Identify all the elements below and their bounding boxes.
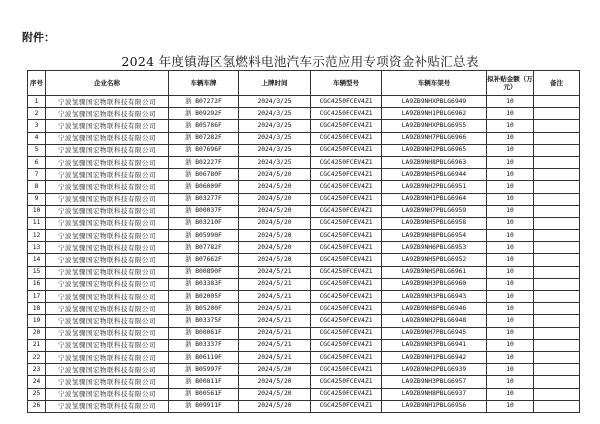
cell-plate: 浙 B09292F bbox=[169, 108, 239, 120]
cell-reg-date: 2024/3/25 bbox=[239, 132, 311, 144]
header-vin: 车辆车架号 bbox=[382, 71, 487, 96]
cell-model: CGC4250FCEV4Z1 bbox=[311, 254, 382, 266]
cell-index: 13 bbox=[28, 242, 46, 254]
table-row bbox=[28, 181, 580, 193]
cell-plate: 浙 B02005F bbox=[169, 291, 239, 303]
cell-reg-date: 2024/5/21 bbox=[239, 278, 311, 290]
cell-subsidy: 10 bbox=[487, 205, 534, 217]
cell-company: 宁波氢骤国宏物联科技有限公司 bbox=[46, 254, 169, 266]
cell-vin: LA9ZB9NH2PBLG6951 bbox=[382, 181, 487, 193]
cell-vin: LA9ZB9NH2PBLG6965 bbox=[382, 144, 487, 156]
cell-remark bbox=[534, 339, 580, 351]
cell-index: 15 bbox=[28, 266, 46, 278]
cell-reg-date: 2024/5/20 bbox=[239, 364, 311, 376]
cell-vin: LA9ZB9NH8PBLG6954 bbox=[382, 230, 487, 242]
cell-index: 25 bbox=[28, 388, 46, 400]
cell-model: CGC4250FCEV4Z1 bbox=[311, 193, 382, 205]
cell-remark bbox=[534, 315, 580, 327]
cell-model: CGC4250FCEV4Z1 bbox=[311, 108, 382, 120]
header-plate: 车辆车牌 bbox=[169, 71, 239, 96]
table-row bbox=[28, 230, 580, 242]
cell-remark bbox=[534, 132, 580, 144]
cell-company: 宁波氢骤国宏物联科技有限公司 bbox=[46, 303, 169, 315]
table-row bbox=[28, 364, 580, 376]
cell-plate: 浙 B00061F bbox=[169, 327, 239, 339]
table-row bbox=[28, 291, 580, 303]
cell-reg-date: 2024/3/25 bbox=[239, 144, 311, 156]
cell-subsidy: 10 bbox=[487, 230, 534, 242]
cell-index: 11 bbox=[28, 217, 46, 229]
cell-model: CGC4250FCEV4Z1 bbox=[311, 156, 382, 168]
header-company: 企业名称 bbox=[46, 71, 169, 96]
cell-reg-date: 2024/5/21 bbox=[239, 303, 311, 315]
cell-company: 宁波氢骤国宏物联科技有限公司 bbox=[46, 327, 169, 339]
cell-model: CGC4250FCEV4Z1 bbox=[311, 291, 382, 303]
cell-index: 26 bbox=[28, 400, 46, 412]
cell-remark bbox=[534, 108, 580, 120]
cell-model: CGC4250FCEV4Z1 bbox=[311, 400, 382, 412]
cell-reg-date: 2024/5/20 bbox=[239, 169, 311, 181]
cell-remark bbox=[534, 327, 580, 339]
table-row bbox=[28, 144, 580, 156]
table-row bbox=[28, 315, 580, 327]
cell-remark bbox=[534, 266, 580, 278]
cell-reg-date: 2024/5/21 bbox=[239, 266, 311, 278]
cell-model: CGC4250FCEV4Z1 bbox=[311, 315, 382, 327]
cell-reg-date: 2024/3/25 bbox=[239, 120, 311, 132]
cell-company: 宁波氢骤国宏物联科技有限公司 bbox=[46, 144, 169, 156]
page-title: 2024 年度镇海区氢燃料电池汽车示范应用专项资金补贴汇总表 bbox=[121, 54, 479, 69]
cell-remark bbox=[534, 303, 580, 315]
header-reg-date: 上牌时间 bbox=[239, 71, 311, 96]
cell-reg-date: 2024/5/21 bbox=[239, 339, 311, 351]
cell-model: CGC4250FCEV4Z1 bbox=[311, 181, 382, 193]
cell-plate: 浙 B03337F bbox=[169, 339, 239, 351]
cell-reg-date: 2024/5/21 bbox=[239, 327, 311, 339]
cell-index: 20 bbox=[28, 327, 46, 339]
cell-company: 宁波氢骤国宏物联科技有限公司 bbox=[46, 96, 169, 108]
cell-vin: LA9ZB9NH3PBLG6960 bbox=[382, 278, 487, 290]
cell-plate: 浙 B06009F bbox=[169, 181, 239, 193]
header-remark: 备注 bbox=[534, 71, 580, 96]
cell-subsidy: 10 bbox=[487, 339, 534, 351]
cell-company: 宁波氢骤国宏物联科技有限公司 bbox=[46, 291, 169, 303]
cell-subsidy: 10 bbox=[487, 315, 534, 327]
cell-index: 21 bbox=[28, 339, 46, 351]
cell-subsidy: 10 bbox=[487, 303, 534, 315]
cell-index: 8 bbox=[28, 181, 46, 193]
cell-reg-date: 2024/5/20 bbox=[239, 230, 311, 242]
subsidy-table bbox=[27, 70, 580, 413]
cell-plate: 浙 B07696F bbox=[169, 144, 239, 156]
cell-remark bbox=[534, 351, 580, 363]
cell-vin: LA9ZB9NH2PBLG6948 bbox=[382, 315, 487, 327]
cell-plate: 浙 B00890F bbox=[169, 266, 239, 278]
cell-company: 宁波氢骤国宏物联科技有限公司 bbox=[46, 388, 169, 400]
cell-index: 19 bbox=[28, 315, 46, 327]
cell-index: 22 bbox=[28, 351, 46, 363]
cell-subsidy: 10 bbox=[487, 376, 534, 388]
cell-remark bbox=[534, 205, 580, 217]
cell-plate: 浙 B00561F bbox=[169, 388, 239, 400]
cell-remark bbox=[534, 217, 580, 229]
cell-plate: 浙 B03375F bbox=[169, 315, 239, 327]
table-row bbox=[28, 242, 580, 254]
cell-plate: 浙 B05200F bbox=[169, 303, 239, 315]
cell-subsidy: 10 bbox=[487, 266, 534, 278]
cell-subsidy: 10 bbox=[487, 400, 534, 412]
cell-remark bbox=[534, 169, 580, 181]
cell-model: CGC4250FCEV4Z1 bbox=[311, 144, 382, 156]
cell-plate: 浙 B05786F bbox=[169, 120, 239, 132]
cell-index: 6 bbox=[28, 156, 46, 168]
cell-model: CGC4250FCEV4Z1 bbox=[311, 351, 382, 363]
cell-remark bbox=[534, 181, 580, 193]
cell-index: 3 bbox=[28, 120, 46, 132]
cell-model: CGC4250FCEV4Z1 bbox=[311, 376, 382, 388]
cell-company: 宁波氢骤国宏物联科技有限公司 bbox=[46, 266, 169, 278]
cell-vin: LA9ZB9NH7PBLG6945 bbox=[382, 327, 487, 339]
table-row bbox=[28, 205, 580, 217]
cell-reg-date: 2024/5/20 bbox=[239, 193, 311, 205]
cell-reg-date: 2024/3/25 bbox=[239, 108, 311, 120]
cell-company: 宁波氢骤国宏物联科技有限公司 bbox=[46, 217, 169, 229]
table-row bbox=[28, 376, 580, 388]
cell-company: 宁波氢骤国宏物联科技有限公司 bbox=[46, 315, 169, 327]
cell-subsidy: 10 bbox=[487, 181, 534, 193]
cell-reg-date: 2024/5/20 bbox=[239, 376, 311, 388]
cell-remark bbox=[534, 242, 580, 254]
cell-subsidy: 10 bbox=[487, 242, 534, 254]
cell-plate: 浙 B07662F bbox=[169, 254, 239, 266]
cell-index: 5 bbox=[28, 144, 46, 156]
cell-subsidy: 10 bbox=[487, 96, 534, 108]
table-row bbox=[28, 303, 580, 315]
cell-reg-date: 2024/5/20 bbox=[239, 217, 311, 229]
cell-model: CGC4250FCEV4Z1 bbox=[311, 132, 382, 144]
cell-vin: LA9ZB9NHXPBLG6955 bbox=[382, 120, 487, 132]
cell-model: CGC4250FCEV4Z1 bbox=[311, 205, 382, 217]
cell-subsidy: 10 bbox=[487, 351, 534, 363]
cell-subsidy: 10 bbox=[487, 388, 534, 400]
cell-company: 宁波氢骤国宏物联科技有限公司 bbox=[46, 205, 169, 217]
cell-plate: 浙 B00811F bbox=[169, 376, 239, 388]
cell-model: CGC4250FCEV4Z1 bbox=[311, 217, 382, 229]
table-row bbox=[28, 278, 580, 290]
header-model: 车辆型号 bbox=[311, 71, 382, 96]
cell-plate: 浙 B09911F bbox=[169, 400, 239, 412]
cell-remark bbox=[534, 291, 580, 303]
cell-model: CGC4250FCEV4Z1 bbox=[311, 266, 382, 278]
cell-vin: LA9ZB9NH7PBLG6966 bbox=[382, 132, 487, 144]
cell-model: CGC4250FCEV4Z1 bbox=[311, 169, 382, 181]
cell-index: 7 bbox=[28, 169, 46, 181]
cell-vin: LA9ZB9NH1PBLG6956 bbox=[382, 400, 487, 412]
cell-subsidy: 10 bbox=[487, 108, 534, 120]
cell-plate: 浙 B03383F bbox=[169, 278, 239, 290]
cell-vin: LA9ZB9NH1PBLG6964 bbox=[382, 193, 487, 205]
cell-index: 17 bbox=[28, 291, 46, 303]
cell-model: CGC4250FCEV4Z1 bbox=[311, 242, 382, 254]
cell-plate: 浙 B07782F bbox=[169, 242, 239, 254]
cell-company: 宁波氢骤国宏物联科技有限公司 bbox=[46, 156, 169, 168]
cell-company: 宁波氢骤国宏物联科技有限公司 bbox=[46, 181, 169, 193]
cell-vin: LA9ZB9NH8PBLG6937 bbox=[382, 388, 487, 400]
cell-index: 9 bbox=[28, 193, 46, 205]
cell-subsidy: 10 bbox=[487, 217, 534, 229]
cell-remark bbox=[534, 120, 580, 132]
cell-company: 宁波氢骤国宏物联科技有限公司 bbox=[46, 108, 169, 120]
cell-index: 4 bbox=[28, 132, 46, 144]
cell-remark bbox=[534, 96, 580, 108]
cell-index: 16 bbox=[28, 278, 46, 290]
cell-reg-date: 2024/5/20 bbox=[239, 400, 311, 412]
cell-plate: 浙 B05990F bbox=[169, 230, 239, 242]
cell-plate: 浙 B03210F bbox=[169, 217, 239, 229]
cell-model: CGC4250FCEV4Z1 bbox=[311, 96, 382, 108]
table-body bbox=[28, 96, 580, 413]
cell-vin: LA9ZB9NH1PBLG6942 bbox=[382, 351, 487, 363]
cell-company: 宁波氢骤国宏物联科技有限公司 bbox=[46, 169, 169, 181]
table-row bbox=[28, 254, 580, 266]
cell-model: CGC4250FCEV4Z1 bbox=[311, 303, 382, 315]
table-row bbox=[28, 266, 580, 278]
cell-vin: LA9ZB9NH5PBLG6952 bbox=[382, 254, 487, 266]
cell-model: CGC4250FCEV4Z1 bbox=[311, 327, 382, 339]
cell-subsidy: 10 bbox=[487, 169, 534, 181]
cell-remark bbox=[534, 156, 580, 168]
cell-company: 宁波氢骤国宏物联科技有限公司 bbox=[46, 278, 169, 290]
cell-remark bbox=[534, 230, 580, 242]
attachment-label: 附件： bbox=[22, 31, 55, 44]
cell-reg-date: 2024/3/25 bbox=[239, 156, 311, 168]
table-row bbox=[28, 169, 580, 181]
cell-vin: LA9ZB9NH3PBLG6943 bbox=[382, 291, 487, 303]
cell-reg-date: 2024/5/20 bbox=[239, 242, 311, 254]
cell-company: 宁波氢骤国宏物联科技有限公司 bbox=[46, 400, 169, 412]
cell-model: CGC4250FCEV4Z1 bbox=[311, 120, 382, 132]
cell-index: 2 bbox=[28, 108, 46, 120]
table-row bbox=[28, 96, 580, 108]
cell-vin: LA9ZB9NH3PBLG6941 bbox=[382, 339, 487, 351]
cell-model: CGC4250FCEV4Z1 bbox=[311, 278, 382, 290]
cell-remark bbox=[534, 388, 580, 400]
cell-model: CGC4250FCEV4Z1 bbox=[311, 388, 382, 400]
cell-vin: LA9ZB9NH3PBLG6957 bbox=[382, 376, 487, 388]
cell-subsidy: 10 bbox=[487, 327, 534, 339]
cell-plate: 浙 B05997F bbox=[169, 364, 239, 376]
table-row bbox=[28, 400, 580, 412]
cell-vin: LA9ZB9NH1PBLG6962 bbox=[382, 108, 487, 120]
header-subsidy: 拟补贴金额（万元） bbox=[487, 71, 534, 96]
cell-index: 14 bbox=[28, 254, 46, 266]
cell-remark bbox=[534, 376, 580, 388]
cell-remark bbox=[534, 193, 580, 205]
cell-model: CGC4250FCEV4Z1 bbox=[311, 339, 382, 351]
cell-reg-date: 2024/5/20 bbox=[239, 388, 311, 400]
cell-reg-date: 2024/5/21 bbox=[239, 315, 311, 327]
table-row bbox=[28, 156, 580, 168]
cell-index: 18 bbox=[28, 303, 46, 315]
cell-company: 宁波氢骤国宏物联科技有限公司 bbox=[46, 242, 169, 254]
table-row bbox=[28, 217, 580, 229]
cell-company: 宁波氢骤国宏物联科技有限公司 bbox=[46, 351, 169, 363]
cell-company: 宁波氢骤国宏物联科技有限公司 bbox=[46, 193, 169, 205]
cell-index: 1 bbox=[28, 96, 46, 108]
cell-company: 宁波氢骤国宏物联科技有限公司 bbox=[46, 339, 169, 351]
cell-remark bbox=[534, 144, 580, 156]
cell-subsidy: 10 bbox=[487, 193, 534, 205]
cell-index: 10 bbox=[28, 205, 46, 217]
cell-vin: LA9ZB9NHXPBLG6949 bbox=[382, 96, 487, 108]
cell-plate: 浙 B07282F bbox=[169, 132, 239, 144]
table-row bbox=[28, 388, 580, 400]
table-row bbox=[28, 339, 580, 351]
cell-plate: 浙 B06119F bbox=[169, 351, 239, 363]
cell-subsidy: 10 bbox=[487, 278, 534, 290]
cell-index: 12 bbox=[28, 230, 46, 242]
header-index: 序号 bbox=[28, 71, 46, 96]
cell-remark bbox=[534, 278, 580, 290]
cell-vin: LA9ZB9NH8PBLG6946 bbox=[382, 303, 487, 315]
cell-vin: LA9ZB9NH2PBLG6939 bbox=[382, 364, 487, 376]
cell-subsidy: 10 bbox=[487, 120, 534, 132]
table-row bbox=[28, 108, 580, 120]
cell-subsidy: 10 bbox=[487, 364, 534, 376]
cell-company: 宁波氢骤国宏物联科技有限公司 bbox=[46, 120, 169, 132]
table-row bbox=[28, 132, 580, 144]
table-header-row bbox=[28, 71, 580, 96]
cell-subsidy: 10 bbox=[487, 144, 534, 156]
cell-vin: LA9ZB9NH5PBLG6958 bbox=[382, 217, 487, 229]
cell-reg-date: 2024/5/21 bbox=[239, 291, 311, 303]
cell-plate: 浙 B00037F bbox=[169, 205, 239, 217]
table-row bbox=[28, 120, 580, 132]
cell-plate: 浙 B07272F bbox=[169, 96, 239, 108]
cell-subsidy: 10 bbox=[487, 132, 534, 144]
cell-reg-date: 2024/5/20 bbox=[239, 254, 311, 266]
cell-subsidy: 10 bbox=[487, 291, 534, 303]
cell-company: 宁波氢骤国宏物联科技有限公司 bbox=[46, 376, 169, 388]
cell-vin: LA9ZB9NH8PBLG6963 bbox=[382, 156, 487, 168]
cell-vin: LA9ZB9NH6PBLG6953 bbox=[382, 242, 487, 254]
cell-reg-date: 2024/5/20 bbox=[239, 181, 311, 193]
table-row bbox=[28, 327, 580, 339]
cell-subsidy: 10 bbox=[487, 156, 534, 168]
cell-reg-date: 2024/5/20 bbox=[239, 205, 311, 217]
cell-plate: 浙 B02227F bbox=[169, 156, 239, 168]
cell-plate: 浙 B06780F bbox=[169, 169, 239, 181]
cell-company: 宁波氢骤国宏物联科技有限公司 bbox=[46, 364, 169, 376]
cell-index: 23 bbox=[28, 364, 46, 376]
cell-remark bbox=[534, 254, 580, 266]
cell-vin: LA9ZB9NH5PBLG6944 bbox=[382, 169, 487, 181]
table-row bbox=[28, 193, 580, 205]
cell-company: 宁波氢骤国宏物联科技有限公司 bbox=[46, 132, 169, 144]
cell-vin: LA9ZB9NH5PBLG6961 bbox=[382, 266, 487, 278]
cell-reg-date: 2024/3/25 bbox=[239, 96, 311, 108]
cell-remark bbox=[534, 400, 580, 412]
cell-remark bbox=[534, 364, 580, 376]
cell-model: CGC4250FCEV4Z1 bbox=[311, 364, 382, 376]
cell-plate: 浙 B03277F bbox=[169, 193, 239, 205]
cell-reg-date: 2024/5/21 bbox=[239, 351, 311, 363]
cell-company: 宁波氢骤国宏物联科技有限公司 bbox=[46, 230, 169, 242]
cell-vin: LA9ZB9NH7PBLG6959 bbox=[382, 205, 487, 217]
cell-subsidy: 10 bbox=[487, 254, 534, 266]
table-row bbox=[28, 351, 580, 363]
cell-model: CGC4250FCEV4Z1 bbox=[311, 230, 382, 242]
cell-index: 24 bbox=[28, 376, 46, 388]
